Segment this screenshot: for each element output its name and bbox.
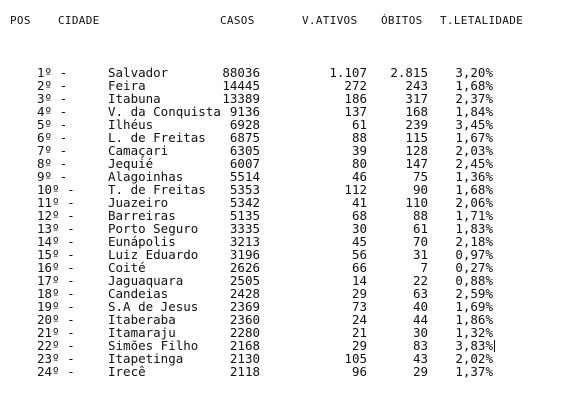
row-cidade: L. de Freitas	[108, 130, 206, 145]
row-casos: 3196	[229, 247, 260, 262]
row-casos: 3213	[229, 234, 260, 249]
row-ativos: 29	[351, 338, 367, 353]
row-letalidade: 2,45%	[455, 156, 493, 171]
row-cidade: Juazeiro	[108, 195, 169, 210]
row-cidade: Salvador	[108, 65, 169, 80]
row-ativos: 186	[344, 91, 367, 106]
row-obitos: 83	[412, 338, 428, 353]
row-letalidade: 1,68%	[455, 182, 493, 197]
row-position: 7º -	[37, 143, 68, 158]
row-letalidade: 1,32%	[455, 325, 493, 340]
row-casos: 2505	[229, 273, 260, 288]
row-ativos: 80	[351, 156, 367, 171]
header-cidade: CIDADE	[58, 14, 100, 27]
row-position: 8º -	[37, 156, 68, 171]
header-pos: POS	[10, 14, 31, 27]
row-ativos: 29	[351, 286, 367, 301]
table-row	[0, 365, 565, 378]
row-ativos: 1.107	[329, 65, 367, 80]
row-casos: 2118	[229, 364, 260, 379]
row-cidade: T. de Freitas	[108, 182, 206, 197]
row-obitos: 44	[412, 312, 428, 327]
row-ativos: 21	[351, 325, 367, 340]
row-casos: 6875	[229, 130, 260, 145]
row-casos: 3335	[229, 221, 260, 236]
row-casos: 6928	[229, 117, 260, 132]
row-cidade: S.A de Jesus	[108, 299, 199, 314]
row-ativos: 45	[351, 234, 367, 249]
row-position: 10º -	[37, 182, 75, 197]
row-casos: 2626	[229, 260, 260, 275]
row-letalidade: 1,37%	[455, 364, 493, 379]
row-letalidade: 3,45%	[455, 117, 493, 132]
row-casos: 14445	[222, 78, 260, 93]
row-obitos: 22	[412, 273, 428, 288]
row-casos: 5342	[229, 195, 260, 210]
row-casos: 6007	[229, 156, 260, 171]
row-ativos: 68	[351, 208, 367, 223]
row-cidade: Coité	[108, 260, 146, 275]
row-obitos: 29	[412, 364, 428, 379]
row-position: 18º -	[37, 286, 75, 301]
row-position: 24º -	[37, 364, 75, 379]
row-cidade: Itabuna	[108, 91, 161, 106]
row-position: 5º -	[37, 117, 68, 132]
row-obitos: 61	[412, 221, 428, 236]
row-obitos: 243	[405, 78, 428, 93]
row-cidade: Irecê	[108, 364, 146, 379]
row-casos: 6305	[229, 143, 260, 158]
row-position: 1º -	[37, 65, 68, 80]
row-letalidade: 2,18%	[455, 234, 493, 249]
row-obitos: 115	[405, 130, 428, 145]
row-position: 19º -	[37, 299, 75, 314]
header-obitos: ÓBITOS	[381, 14, 423, 27]
row-ativos: 46	[351, 169, 367, 184]
row-cidade: Itamaraju	[108, 325, 176, 340]
row-cidade: Alagoinhas	[108, 169, 184, 184]
row-ativos: 73	[351, 299, 367, 314]
row-obitos: 7	[420, 260, 428, 275]
row-letalidade: 1,83%	[455, 221, 493, 236]
row-letalidade: 0,88%	[455, 273, 493, 288]
row-obitos: 2.815	[390, 65, 428, 80]
row-cidade: Candeias	[108, 286, 169, 301]
row-obitos: 31	[412, 247, 428, 262]
row-letalidade: 2,59%	[455, 286, 493, 301]
row-cidade: Jequié	[108, 156, 154, 171]
row-casos: 9136	[229, 104, 260, 119]
row-cidade: Simões Filho	[108, 338, 199, 353]
row-letalidade: 0,97%	[455, 247, 493, 262]
row-obitos: 40	[412, 299, 428, 314]
row-ativos: 66	[351, 260, 367, 275]
row-ativos: 137	[344, 104, 367, 119]
row-ativos: 30	[351, 221, 367, 236]
row-position: 6º -	[37, 130, 68, 145]
row-obitos: 75	[412, 169, 428, 184]
row-position: 3º -	[37, 91, 68, 106]
row-position: 20º -	[37, 312, 75, 327]
row-cidade: Feira	[108, 78, 146, 93]
row-ativos: 39	[351, 143, 367, 158]
row-ativos: 61	[351, 117, 367, 132]
row-letalidade: 1,69%	[455, 299, 493, 314]
row-position: 23º -	[37, 351, 75, 366]
row-letalidade: 3,20%	[455, 65, 493, 80]
row-ativos: 56	[351, 247, 367, 262]
row-obitos: 43	[412, 351, 428, 366]
row-letalidade: 2,06%	[455, 195, 493, 210]
row-ativos: 14	[351, 273, 367, 288]
row-cidade: Luiz Eduardo	[108, 247, 199, 262]
row-ativos: 96	[351, 364, 367, 379]
row-letalidade: 2,03%	[455, 143, 493, 158]
row-position: 16º -	[37, 260, 75, 275]
row-letalidade: 3,83%	[455, 338, 493, 353]
row-letalidade: 1,67%	[455, 130, 493, 145]
row-casos: 5353	[229, 182, 260, 197]
table-header	[0, 14, 565, 30]
row-position: 11º -	[37, 195, 75, 210]
row-obitos: 128	[405, 143, 428, 158]
row-position: 14º -	[37, 234, 75, 249]
row-obitos: 30	[412, 325, 428, 340]
row-position: 15º -	[37, 247, 75, 262]
row-casos: 2280	[229, 325, 260, 340]
row-cidade: Ilhéus	[108, 117, 154, 132]
row-casos: 2428	[229, 286, 260, 301]
text-cursor	[494, 340, 495, 352]
row-cidade: Itapetinga	[108, 351, 184, 366]
row-letalidade: 0,27%	[455, 260, 493, 275]
row-position: 9º -	[37, 169, 68, 184]
row-position: 22º -	[37, 338, 75, 353]
row-ativos: 24	[351, 312, 367, 327]
row-casos: 13389	[222, 91, 260, 106]
row-obitos: 239	[405, 117, 428, 132]
row-position: 17º -	[37, 273, 75, 288]
row-casos: 2360	[229, 312, 260, 327]
row-position: 12º -	[37, 208, 75, 223]
row-obitos: 88	[412, 208, 428, 223]
row-cidade: Barreiras	[108, 208, 176, 223]
row-ativos: 112	[344, 182, 367, 197]
row-obitos: 317	[405, 91, 428, 106]
row-obitos: 147	[405, 156, 428, 171]
row-casos: 88036	[222, 65, 260, 80]
table-body	[0, 66, 565, 378]
row-letalidade: 1,36%	[455, 169, 493, 184]
row-letalidade: 1,71%	[455, 208, 493, 223]
row-position: 4º -	[37, 104, 68, 119]
row-letalidade: 1,68%	[455, 78, 493, 93]
row-letalidade: 2,02%	[455, 351, 493, 366]
row-cidade: Porto Seguro	[108, 221, 199, 236]
header-letalidade: T.LETALIDADE	[440, 14, 524, 27]
row-letalidade: 1,84%	[455, 104, 493, 119]
row-position: 13º -	[37, 221, 75, 236]
row-casos: 2369	[229, 299, 260, 314]
row-letalidade: 1,86%	[455, 312, 493, 327]
header-ativos: V.ATIVOS	[302, 14, 358, 27]
row-casos: 5514	[229, 169, 260, 184]
row-position: 2º -	[37, 78, 68, 93]
header-casos: CASOS	[220, 14, 255, 27]
row-position: 21º -	[37, 325, 75, 340]
row-cidade: Eunápolis	[108, 234, 176, 249]
row-ativos: 105	[344, 351, 367, 366]
row-obitos: 63	[412, 286, 428, 301]
row-cidade: Itaberaba	[108, 312, 176, 327]
row-letalidade: 2,37%	[455, 91, 493, 106]
row-casos: 5135	[229, 208, 260, 223]
row-cidade: Jaguaquara	[108, 273, 184, 288]
row-ativos: 272	[344, 78, 367, 93]
row-obitos: 168	[405, 104, 428, 119]
row-obitos: 90	[412, 182, 428, 197]
row-ativos: 41	[351, 195, 367, 210]
row-casos: 2168	[229, 338, 260, 353]
row-cidade: Camaçari	[108, 143, 169, 158]
row-ativos: 88	[351, 130, 367, 145]
row-obitos: 70	[412, 234, 428, 249]
row-cidade: V. da Conquista	[108, 104, 221, 119]
row-obitos: 110	[405, 195, 428, 210]
row-casos: 2130	[229, 351, 260, 366]
